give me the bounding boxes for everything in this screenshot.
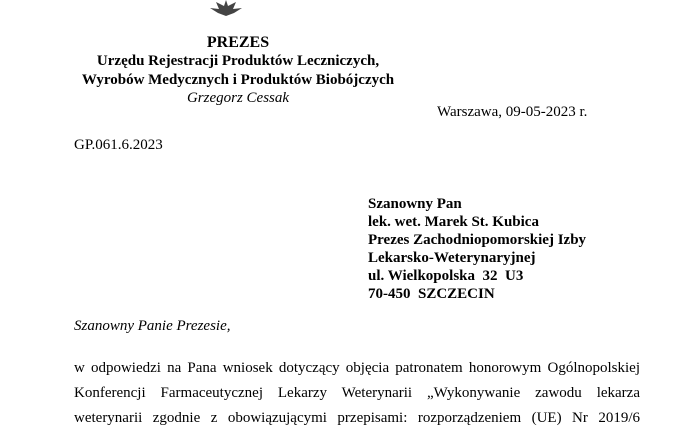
signatory-name: Grzegorz Cessak bbox=[186, 90, 290, 106]
office-name-line2: Wyrobów Medycznych i Produktów Biobójczych bbox=[81, 72, 395, 88]
recipient-line-5: ul. Wielkopolska 32 U3 bbox=[368, 268, 524, 284]
eagle-emblem-icon bbox=[206, 0, 246, 16]
letter-body bbox=[74, 356, 640, 431]
place-and-date: Warszawa, 09-05-2023 r. bbox=[437, 104, 588, 120]
recipient-address bbox=[368, 195, 586, 303]
office-name-line1: Urzędu Rejestracji Produktów Leczniczych, bbox=[96, 53, 380, 69]
office-title: PREZES bbox=[206, 34, 270, 51]
body-line-3: weterynarii zgodnie z obowiązującymi przepisami: rozporządzeniem (UE) Nr 2019/6 bbox=[74, 410, 640, 426]
recipient-line-2: lek. wet. Marek St. Kubica bbox=[368, 214, 539, 230]
recipient-line-1: Szanowny Pan bbox=[368, 196, 462, 212]
reference-number: GP.061.6.2023 bbox=[74, 137, 163, 153]
recipient-line-4: Lekarsko-Weterynaryjnej bbox=[368, 250, 536, 266]
body-line-2: Konferencji Farmaceutycznej Lekarzy Weterynarii „Wykonywanie zawodu lekarza bbox=[74, 385, 640, 401]
recipient-line-6: 70-450 SZCZECIN bbox=[368, 286, 495, 302]
recipient-line-3: Prezes Zachodniopomorskiej Izby bbox=[368, 232, 587, 248]
body-line-1: w odpowiedzi na Pana wniosek dotyczący objęcia patronatem honorowym Ogólnopolskiej bbox=[74, 360, 640, 376]
salutation: Szanowny Panie Prezesie, bbox=[74, 318, 231, 334]
